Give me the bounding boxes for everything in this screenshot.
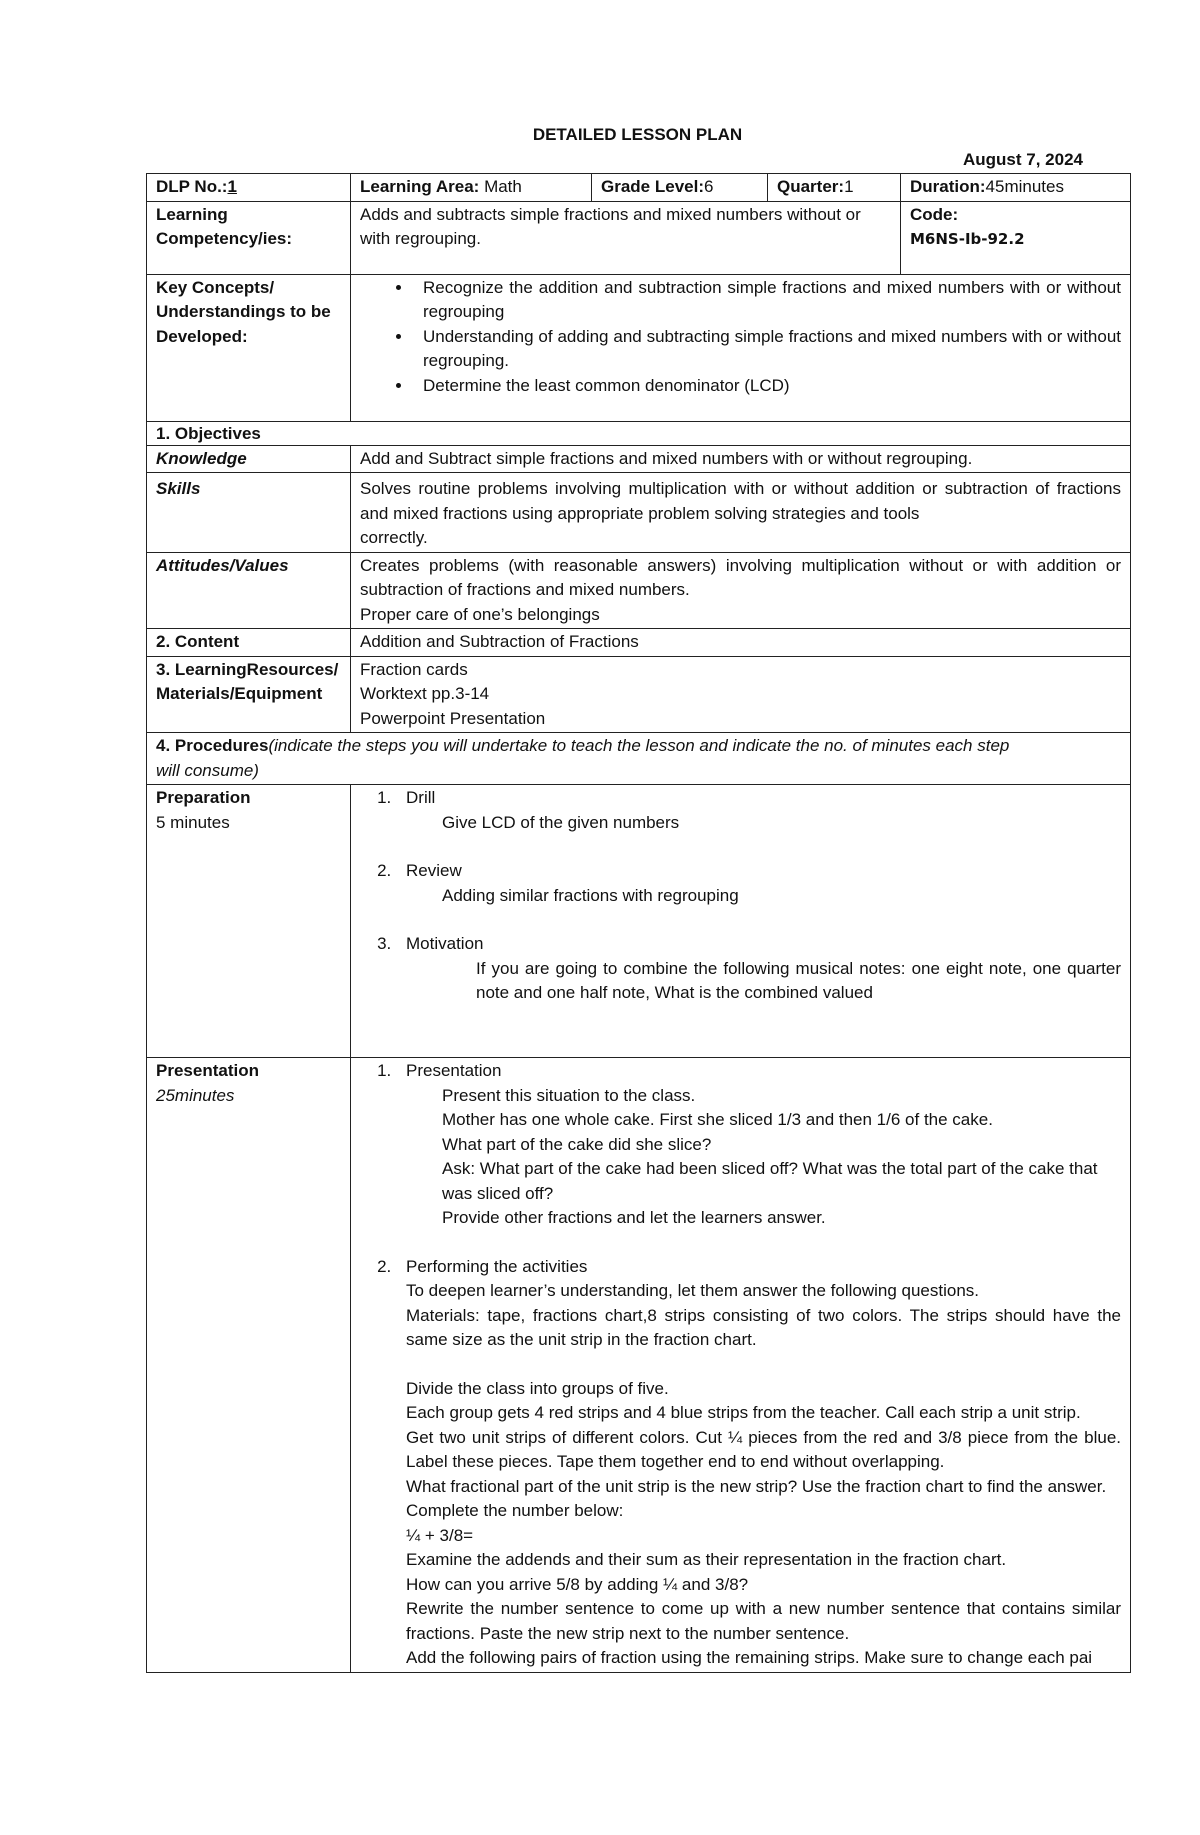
- attitudes-label: Attitudes/Values: [147, 552, 351, 629]
- preparation-row: [147, 785, 1131, 1058]
- key-concept-item: • Determine the least common denominator (LCD): [413, 374, 1121, 399]
- key-concepts-label: Key Concepts/ Understandings to be Developed:: [147, 274, 351, 421]
- preparation-step: 2. Review Adding similar fractions with regrouping: [396, 859, 1121, 932]
- header-row: [147, 174, 1131, 202]
- preparation-time: 5 minutes: [156, 812, 230, 832]
- skills-label: Skills: [147, 473, 351, 553]
- procedures-row: [147, 733, 1131, 785]
- content-label: 2. Content: [147, 629, 351, 657]
- key-concepts-row: [147, 274, 1131, 421]
- dlp-number-cell: DLP No.:1: [147, 174, 351, 202]
- presentation-step: 1. Presentation Present this situation to the class. Mother has one whole cake. First she sliced 1/3 and then 1/6 of the cake. What part of the cake did she slice? Ask: What part of the cake had been sliced off? What was the total part of the cake that was sliced off? Provide other fractions and let the learners answer.: [396, 1059, 1121, 1255]
- presentation-row: [147, 1058, 1131, 1673]
- competency-code: M6NS-Ib-92.2: [910, 230, 1025, 248]
- document-date: August 7, 2024: [963, 150, 1083, 169]
- key-concepts-cell: [351, 274, 1131, 421]
- page-title: DETAILED LESSON PLAN: [532, 125, 743, 144]
- resource-item: Powerpoint Presentation: [360, 708, 546, 728]
- presentation-label-cell: Presentation 25minutes: [147, 1058, 351, 1673]
- code-cell: Code: M6NS-Ib-92.2: [901, 201, 1131, 274]
- skills-text: Solves routine problems involving multiplication with or without addition or subtraction of fractions and mixed fractions using appropriate problem solving strategies and tools: [360, 479, 1121, 523]
- procedures-heading: 4. Procedures(indicate the steps you will undertake to teach the lesson and indicate the no. of minutes each step will consume): [147, 733, 1131, 785]
- objectives-heading-row: [147, 421, 1131, 445]
- attitudes-text-end: Proper care of one’s belongings: [360, 604, 600, 624]
- objectives-heading: 1. Objectives: [147, 421, 1131, 445]
- knowledge-label: Knowledge: [147, 445, 351, 473]
- attitudes-row: [147, 552, 1131, 629]
- content-row: [147, 629, 1131, 657]
- learning-area-cell: Learning Area: Math: [351, 174, 592, 202]
- skills-text-end: correctly.: [360, 528, 428, 547]
- preparation-step: 1. Drill Give LCD of the given numbers: [396, 786, 1121, 859]
- duration-cell: Duration:45minutes: [901, 174, 1131, 202]
- key-concept-item: • Recognize the addition and subtraction simple fractions and mixed numbers with or without regrouping: [413, 276, 1121, 325]
- presentation-step: 2. Performing the activities To deepen learner’s understanding, let them answer the following questions. Materials: tape, fractions chart,8 strips consisting of two colors. The strips should have the same size as the unit strip in the fraction chart. Divide the class into groups of five. Each group gets 4 red strips and 4 blue strips from the teacher. Call each strip a unit strip. Get two unit strips of different colors. Cut ¼ pieces from the red and 3/8 piece from the blue. Label these pieces. Tape them together end to end without overlapping. What fractional part of the unit strip is the new strip? Use the fraction chart to find the answer. Complete the number below: ¼ + 3/8= Examine the addends and their sum as their representation in the fraction chart. How can you arrive 5/8 by adding ¼ and 3/8? Rewrite the number sentence to come up with a new number sentence that contains similar fractions. Paste the new strip next to the number sentence. Add the following pairs of fraction using the remaining strips. Make sure to change each pai: [396, 1255, 1121, 1671]
- knowledge-row: [147, 445, 1131, 473]
- competency-label: Learning Competency/ies:: [147, 201, 351, 274]
- attitudes-cell: [351, 552, 1131, 629]
- resources-row: [147, 656, 1131, 733]
- presentation-time: 25minutes: [156, 1085, 235, 1105]
- quarter-cell: Quarter:1: [768, 174, 901, 202]
- grade-level-cell: Grade Level:6: [592, 174, 768, 202]
- competency-text: Adds and subtracts simple fractions and mixed numbers without or with regrouping.: [351, 201, 901, 274]
- presentation-cell: [351, 1058, 1131, 1673]
- resource-item: Fraction cards: [360, 659, 468, 679]
- competency-row: [147, 201, 1131, 274]
- attitudes-text: Creates problems (with reasonable answers) involving multiplication without or with addition or subtraction of fractions and mixed numbers.: [360, 555, 1121, 599]
- preparation-cell: [351, 785, 1131, 1058]
- skills-row: [147, 473, 1131, 553]
- lesson-plan-table: [146, 173, 1131, 1673]
- content-value: Addition and Subtraction of Fractions: [351, 629, 1131, 657]
- resources-label: 3. LearningResources/ Materials/Equipment: [147, 656, 351, 733]
- preparation-label-cell: Preparation 5 minutes: [147, 785, 351, 1058]
- skills-cell: [351, 473, 1131, 553]
- key-concept-item: • Understanding of adding and subtracting simple fractions and mixed numbers with or without regrouping.: [413, 325, 1121, 374]
- knowledge-text: Add and Subtract simple fractions and mixed numbers with or without regrouping.: [351, 445, 1131, 473]
- preparation-step: 3. Motivation If you are going to combine the following musical notes: one eight note, one quarter note and one half note, What is the combined valued: [396, 932, 1121, 1006]
- resources-cell: [351, 656, 1131, 733]
- resource-item: Worktext pp.3-14: [360, 684, 490, 703]
